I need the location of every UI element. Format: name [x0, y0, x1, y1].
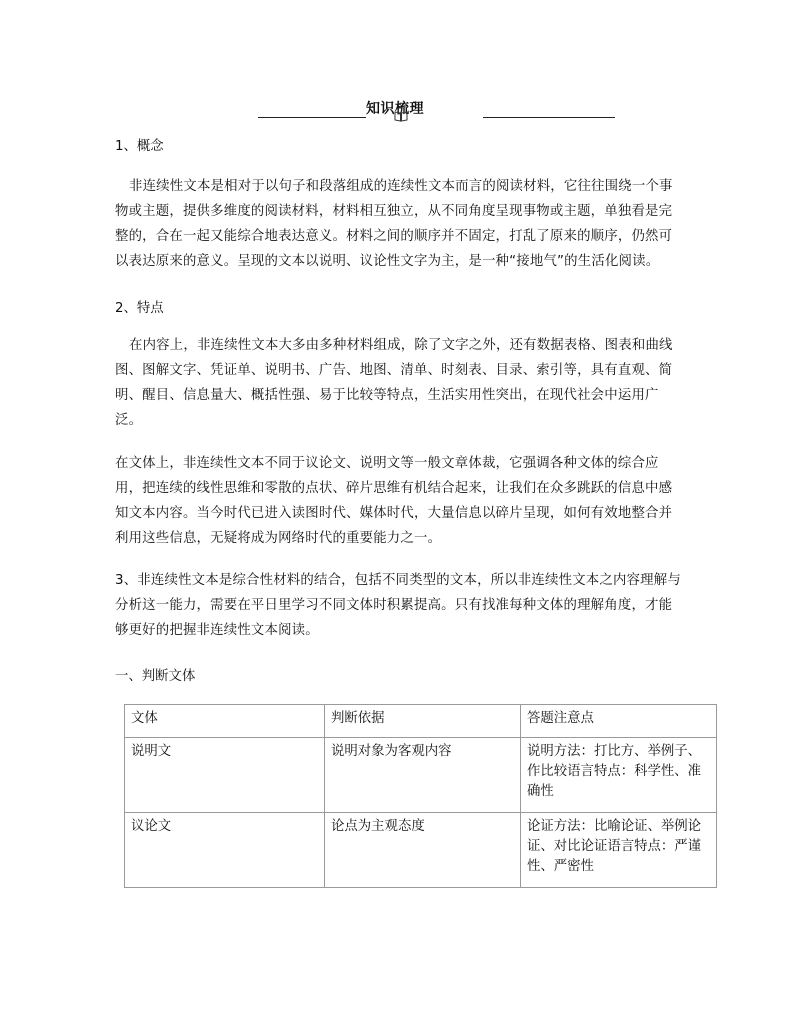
point3-paragraph: 3、非连续性文本是综合性材料的结合，包括不同类型的文本，所以非连续性文本之内容理解与分析这一能力，需要在平日里学习不同文体时积累提高。只有找准每种文体的理解角度，才能够更好的把握非连续性文本阅读。	[115, 573, 681, 638]
table-header-row	[125, 705, 717, 738]
table-cell: 议论文	[125, 813, 325, 888]
table-cell: 说明方法：打比方、举例子、作比较语言特点：科学性、准确性	[521, 738, 717, 813]
title-row	[0, 96, 794, 126]
title-rule-right	[483, 117, 615, 118]
table-header-cell: 文体	[125, 705, 325, 738]
table-row	[125, 738, 717, 813]
title-rule-left	[258, 117, 366, 118]
table-row	[125, 813, 717, 888]
table-cell: 说明对象为客观内容	[325, 738, 521, 813]
table-header-cell: 答题注意点	[521, 705, 717, 738]
table-cell: 论证方法：比喻论证、举例论证、对比论证语言特点：严谨性、严密性	[521, 813, 717, 888]
table-cell: 论点为主观态度	[325, 813, 521, 888]
table-header-cell: 判断依据	[325, 705, 521, 738]
judge-style-heading: 一、判断文体	[115, 669, 196, 684]
feature-paragraph-style: 在文体上，非连续性文本不同于议论文、说明文等一般文章体裁，它强调各种文体的综合应用，把连续的线性思维和零散的点状、碎片思维有机结合起来，让我们在众多跳跃的信息中感知文本内容。当今时代已进入读图时代、媒体时代，大量信息以碎片呈现，如何有效地整合并利用这些信息，无疑将成为网络时代的重要能力之一。	[115, 456, 673, 546]
feature-heading: 2、特点	[115, 301, 164, 316]
concept-paragraph: 非连续性文本是相对于以句子和段落组成的连续性文本而言的阅读材料，它往往围绕一个事物或主题，提供多维度的阅读材料，材料相互独立，从不同角度呈现事物或主题，单独看是完整的，合在一起又能综合地表达意义。材料之间的顺序并不固定，打乱了原来的顺序，仍然可以表达原来的意义。呈现的文本以说明、议论性文字为主，是一种“接地气”的生活化阅读。	[115, 179, 673, 269]
book-icon	[394, 110, 408, 122]
page-title: 知识梳理	[366, 101, 424, 117]
feature-paragraph-content: 在内容上，非连续性文本大多由多种材料组成，除了文字之外，还有数据表格、图表和曲线图、图解文字、凭证单、说明书、广告、地图、清单、时刻表、目录、索引等，具有直观、简明、醒目、信息量大、概括性强、易于比较等特点，生活实用性突出，在现代社会中运用广泛。	[115, 338, 673, 428]
genre-table	[124, 704, 717, 888]
table-cell: 说明文	[125, 738, 325, 813]
concept-heading: 1、概念	[115, 139, 164, 154]
